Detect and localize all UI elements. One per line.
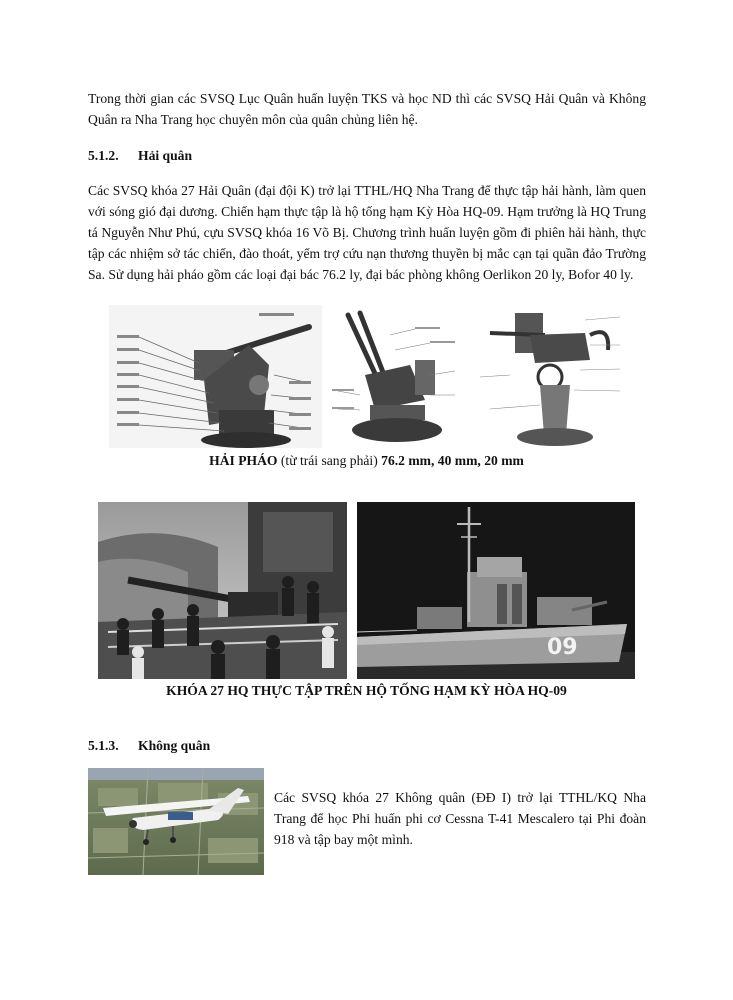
naval-gun-76mm-illustration xyxy=(109,305,322,448)
ship-hull-number: 09 xyxy=(547,635,578,660)
naval-gun-40mm-illustration xyxy=(330,305,460,448)
section-513-body: Các SVSQ khóa 27 Không quân (ĐĐ I) trở lại TTHL/KQ Nha Trang để học Phi huấn phi cơ Cessna T-41 Mescalero tại Phi đoàn 918 và tập bay một mình. xyxy=(274,790,646,847)
section-513-title: Không quân xyxy=(138,738,211,753)
section-513-heading xyxy=(88,738,210,754)
section-512-body: Các SVSQ khóa 27 Hải Quân (đại đội K) trở lại TTHL/HQ Nha Trang để thực tập hải hành, làm quen với sóng gió đại dương. Chiến hạm thực tập là hộ tống hạm Kỳ Hòa HQ-09. Hạm trưởng là HQ Trung tá Nguyễn Như Phú, cựu SVSQ khóa 16 Võ Bị. Chương trình huấn luyện gồm đi phiên hải hành, thực tập các nhiệm sở tác chiến, đào thoát, yểm trợ cứu nạn thương thuyền bị mắc cạn tại quần đảo Trường Sa. Sử dụng hải pháo gồm các loại đại bác 76.2 ly, đại bác phòng không Oerlikon 20 ly, Bofor 40 ly. xyxy=(88,183,646,282)
intro-paragraph: Trong thời gian các SVSQ Lục Quân huấn luyện TKS và học ND thì các SVSQ Hải Quân và Không Quân ra Nha Trang học chuyên môn của quân chủng liên hệ. xyxy=(88,91,646,127)
section-513-number: 5.1.3. xyxy=(88,738,119,753)
cadets-on-deck-photo xyxy=(98,502,347,679)
figure1-caption-note: (từ trái sang phải) xyxy=(280,453,378,468)
figure2-caption: KHÓA 27 HQ THỰC TẬP TRÊN HỘ TỐNG HẠM KỲ HÒA HQ-09 xyxy=(166,683,567,698)
figure1-caption-main: HẢI PHÁO xyxy=(209,453,278,468)
figure1-caption xyxy=(0,453,733,469)
section-512-title: Hải quân xyxy=(138,148,193,163)
section-512-heading xyxy=(88,148,192,164)
section-512-number: 5.1.2. xyxy=(88,148,119,163)
escort-ship-photo xyxy=(357,502,635,679)
figure1-caption-sizes: 76.2 mm, 40 mm, 20 mm xyxy=(381,453,524,468)
naval-gun-20mm-illustration xyxy=(470,305,624,448)
cessna-plane-photo xyxy=(88,768,264,875)
